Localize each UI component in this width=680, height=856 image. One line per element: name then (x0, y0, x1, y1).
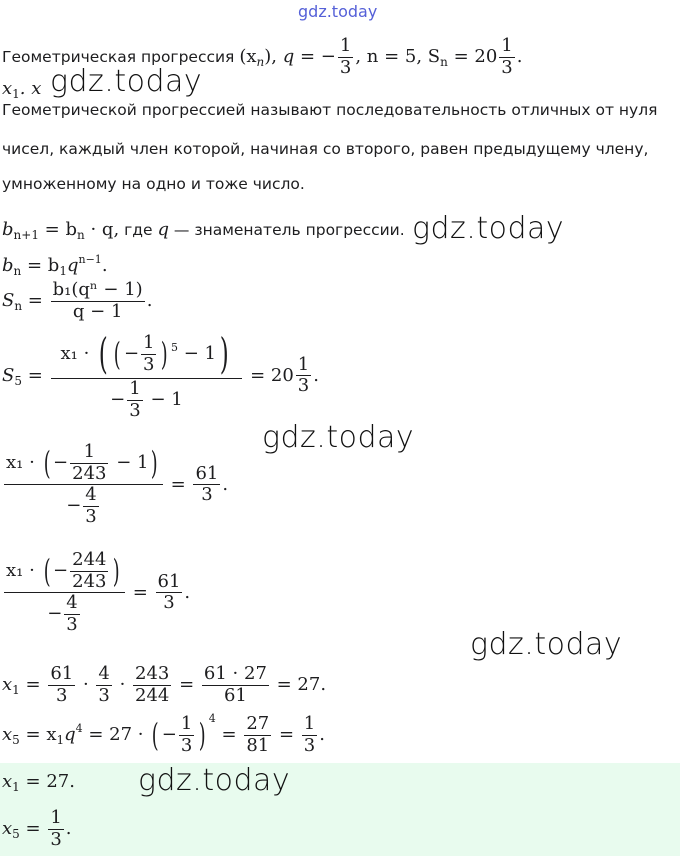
fraction: $\frac{1}{3}$ (339, 35, 352, 78)
watermark: gdz.today (262, 420, 415, 455)
fraction: x₁ · ( − $\frac{1}{243}$ − 1) − $\frac{4}{3}$ (4, 442, 163, 528)
watermark: gdz.today (412, 211, 565, 246)
find-line: $x_1$. x (2, 78, 42, 101)
watermark: gdz.today (470, 627, 623, 662)
answer-x1: $x_1 = 27$. (2, 771, 75, 794)
fraction: x₁ · ( ( − $\frac{1}{3}$ ) $^5$ − 1) − $\frac{1}{3}$ − 1 (51, 330, 243, 422)
answer-x5: $x_5$ = $\frac{1}{3}$ . (2, 807, 72, 850)
answer-box (0, 763, 680, 856)
definition-line-3: умноженному на одно и тоже число. (2, 175, 305, 193)
step-4: $x_1$ = $\frac{61}{3}$ · $\frac{4}{3}$ · $\frac{243}{244}$ = $\frac{61 \cdot 27}{61}$ = 27. (2, 663, 327, 706)
fraction: x₁ · ( − $\frac{244}{243}$ ) − $\frac{4}{3}$ (4, 550, 125, 636)
watermark: gdz.today (50, 64, 203, 99)
task-text: Геометрическая прогрессия (2, 48, 235, 67)
formula-recurrence: $b_{n+1} = b_n \cdot q$, где q — знаменатель прогрессии. (2, 219, 405, 242)
step-2: x₁ · ( − $\frac{1}{243}$ − 1) − $\frac{4}{3}$ = $\frac{61}{3}$ . (6, 441, 229, 528)
formula-sum: $S_n$ = $\frac{\text{b₁(qⁿ − 1)}}{q - 1}$ . (2, 279, 153, 322)
formula-nth-term: $b_n = b_1q^{n-1}$. (2, 253, 108, 278)
step-3: x₁ · ( − $\frac{244}{243}$ ) − $\frac{4}{3}$ = $\frac{61}{3}$ . (6, 549, 191, 636)
task-line: Геометрическая прогрессия $(x_n)$, q = − $\frac{1}{3}$ , n = 5, $S_n = 20$ $\frac{1}{3}$ . (2, 35, 523, 78)
watermark: gdz.today (138, 763, 291, 798)
watermark-top: gdz.today (298, 2, 378, 21)
definition-line-2: чисел, каждый член которой, начиная со второго, равен предыдущему члену, (2, 140, 649, 158)
fraction: $\frac{1}{3}$ (501, 35, 513, 78)
step-1: $S_5$ = x₁ · ( ( − $\frac{1}{3}$ ) $^5$ − 1) − $\frac{1}{3}$ − 1 = 20 $\frac{1}{3}$ . (2, 329, 319, 421)
step-5: $x_5 = x_1q^4 = 27$ · ( − $\frac{1}{3}$ ) $^4$ = $\frac{27}{81}$ = $\frac{1}{3}$ . (2, 712, 325, 756)
definition-line-1: Геометрической прогрессией называют последовательность отличных от нуля (2, 101, 658, 119)
